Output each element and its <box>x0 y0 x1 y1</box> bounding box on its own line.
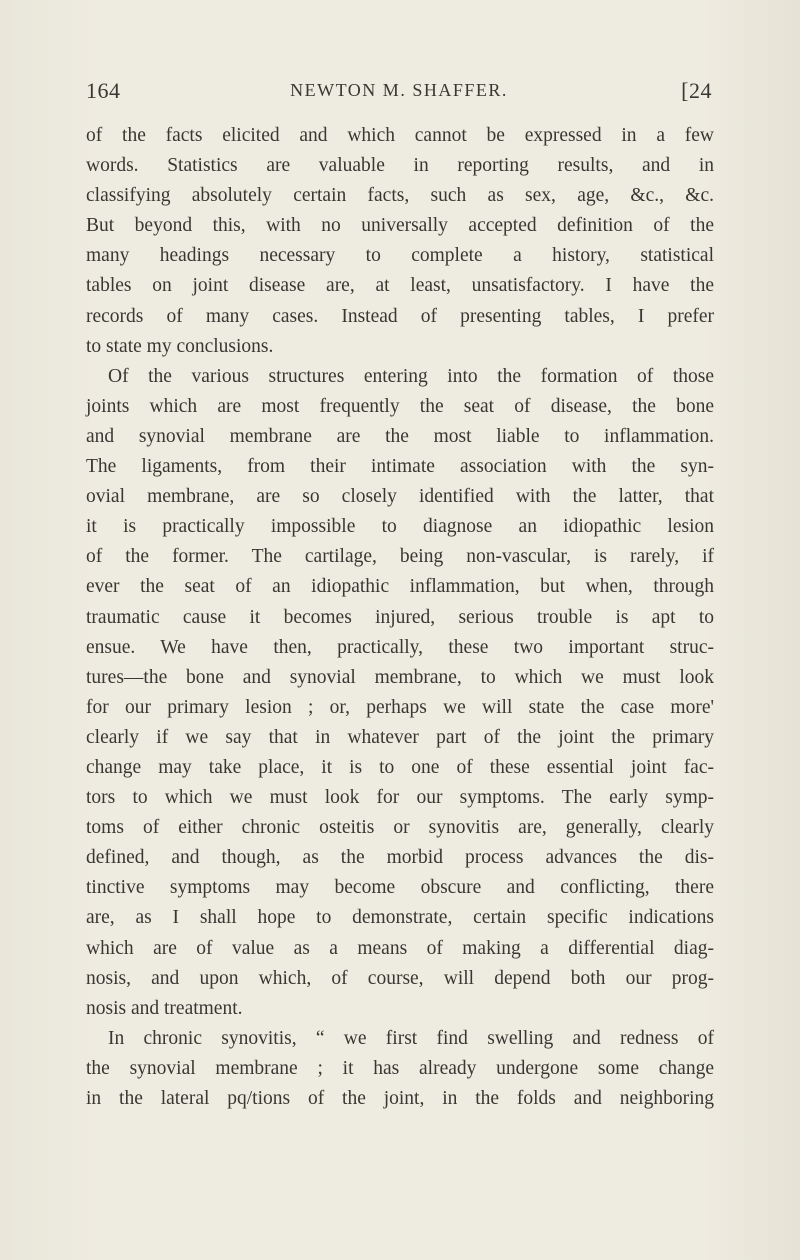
text-line: clearly if we say that in whatever part of the joint the primary <box>86 726 714 748</box>
text-line: and synovial membrane are the most liable to inflammation. <box>86 425 714 447</box>
text-line: nosis, and upon which, of course, will depend both our prog- <box>86 967 714 989</box>
text-line: are, as I shall hope to demonstrate, certain specific indications <box>86 907 714 929</box>
text-line: for our primary lesion ; or, perhaps we will state the case more' <box>86 696 714 718</box>
text-line: toms of either chronic osteitis or synovitis are, generally, clearly <box>86 817 714 839</box>
text-line: change may take place, it is to one of these essential joint fac- <box>86 756 714 778</box>
page-number: 164 <box>86 78 121 103</box>
text-line: of the former. The cartilage, being non-vascular, is rarely, if <box>86 546 714 568</box>
text-line: words. Statistics are valuable in reporting results, and in <box>86 155 714 177</box>
text-line: In chronic synovitis, “ we first find swelling and redness of <box>108 1027 714 1049</box>
text-line: ovial membrane, are so closely identified with the latter, that <box>86 486 714 508</box>
text-line: traumatic cause it becomes injured, serious trouble is apt to <box>86 606 714 628</box>
text-line: ensue. We have then, practically, these two important struc- <box>86 636 714 658</box>
text-line: the synovial membrane ; it has already undergone some change <box>86 1057 714 1079</box>
text-line: tors to which we must look for our symptoms. The early symp- <box>86 787 714 809</box>
text-line: joints which are most frequently the seat of disease, the bone <box>86 395 714 417</box>
page-header <box>86 78 712 118</box>
body-text <box>86 121 714 1114</box>
text-line: tures—the bone and synovial membrane, to which we must look <box>86 666 714 688</box>
text-line: nosis and treatment. <box>86 997 243 1019</box>
text-line: tinctive symptoms may become obscure and conflicting, there <box>86 877 714 899</box>
text-line: it is practically impossible to diagnose an idiopathic lesion <box>86 516 714 538</box>
text-line: defined, and though, as the morbid process advances the dis- <box>86 847 714 869</box>
text-line: of the facts elicited and which cannot be expressed in a few <box>86 125 714 146</box>
text-line: classifying absolutely certain facts, such as sex, age, &c., &c. <box>86 185 714 207</box>
text-line: But beyond this, with no universally accepted definition of the <box>86 215 714 237</box>
text-line: Of the various structures entering into the formation of those <box>108 365 714 387</box>
text-line: The ligaments, from their intimate association with the syn- <box>86 456 714 478</box>
text-line: which are of value as a means of making a differential diag- <box>86 937 714 959</box>
text-line: to state my conclusions. <box>86 335 274 357</box>
text-line: records of many cases. Instead of presenting tables, I prefer <box>86 305 714 327</box>
text-line: many headings necessary to complete a history, statistical <box>86 245 714 267</box>
text-line: ever the seat of an idiopathic inflammation, but when, through <box>86 576 714 598</box>
section-mark: [24 <box>681 78 712 103</box>
running-title: NEWTON M. SHAFFER. <box>290 80 508 100</box>
text-line: tables on joint disease are, at least, unsatisfactory. I have the <box>86 275 714 297</box>
text-line: in the lateral pq/tions of the joint, in the folds and neighboring <box>86 1088 714 1109</box>
